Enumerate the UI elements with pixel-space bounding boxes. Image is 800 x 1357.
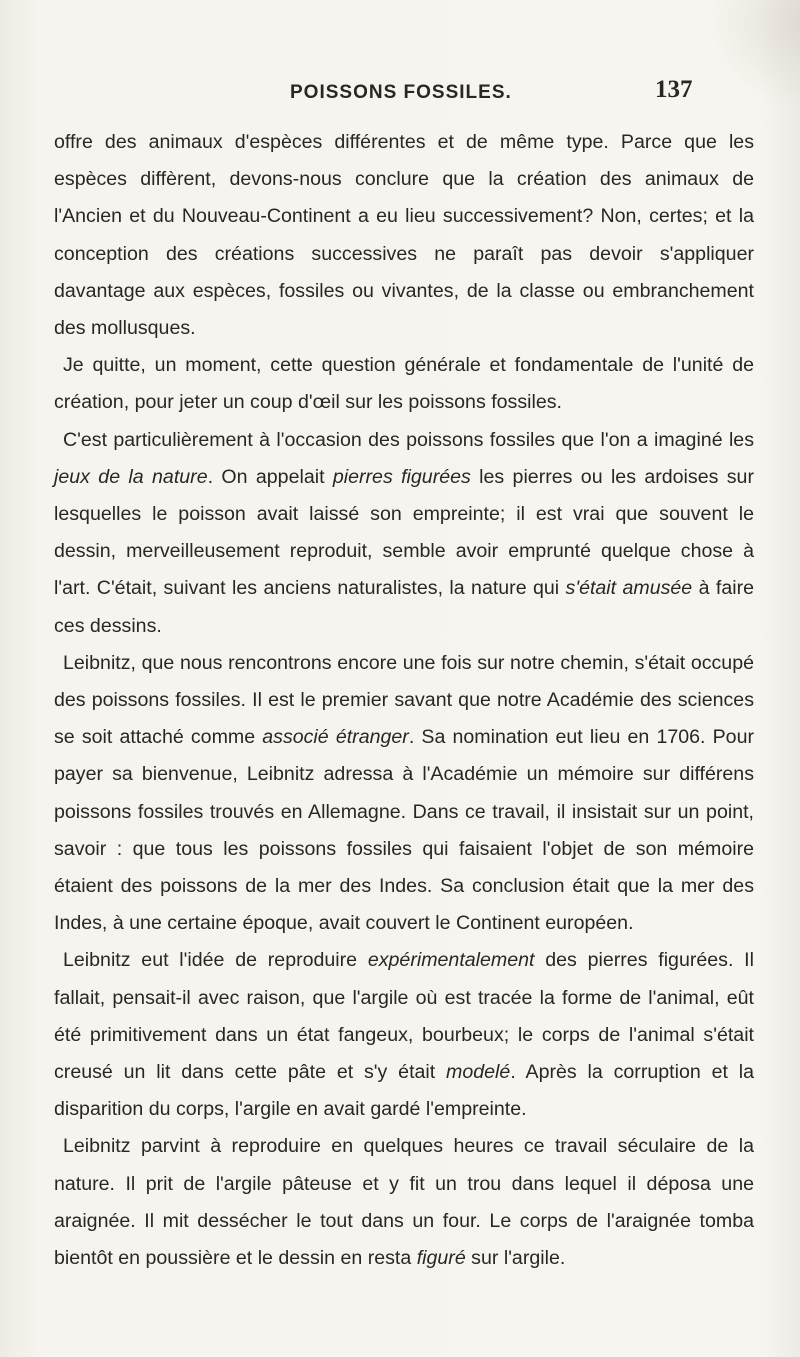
italic-run: jeux de la nature — [54, 465, 208, 488]
italic-run: pierres figurées — [332, 465, 471, 488]
italic-run: figuré — [416, 1247, 466, 1270]
text-run: . On appelait — [207, 465, 333, 488]
text-run: offre des animaux d'espèces différentes et de même type. Parce que les espèces diffèrent, devons-nous conclure que la création des animaux de l'Ancien et du Nouveau-Continent a eu lieu successivement? Non, certes; et la conception des créations successives ne paraît pas devoir s'appliquer davantage aux espèces, fossiles ou vivantes, de la classe ou embranchement des mollusques. — [54, 131, 754, 340]
text-run: . Sa nomination eut lieu en 1706. Pour payer sa bienvenue, Leibnitz adressa à l'Académie un mémoire sur différens poissons fossiles trouvés en Allemagne. Dans ce travail, il insistait sur un point, savoir : que tous les poissons fossiles qui faisaient l'objet de son mémoire étaient des poissons de la mer des Indes. Sa conclusion était que la mer des Indes, à une certaine époque, avait couvert le Continent européen. — [54, 726, 755, 935]
page-number: 137 — [655, 76, 693, 103]
text-run: C'est particulièrement à l'occasion des poissons fossiles que l'on a imaginé les — [63, 428, 754, 451]
italic-run: s'était amusée — [565, 577, 693, 600]
text-run: Leibnitz eut l'idée de reproduire — [63, 949, 368, 972]
page-header — [0, 76, 800, 112]
text-run: sur l'argile. — [465, 1247, 566, 1270]
text-run: les pierres ou les ardoises sur lesquelles le poisson avait laissé son empreinte; il est vrai que souvent le dessin, merveilleusement reproduit, semble avoir emprunté quelque chose à l'art. C'était, suivant les anciens naturalistes, la nature qui — [54, 465, 754, 600]
paragraph — [54, 347, 754, 421]
italic-run: expérimentalement — [367, 949, 535, 972]
text-run: Leibnitz parvint à reproduire en quelques heures ce travail séculaire de la nature. Il prit de l'argile pâteuse et y fit un trou dans lequel il déposa une araignée. Il mit dessécher le tout dans un four. Le corps de l'araignée tomba bientôt en poussière et le dessin en resta — [54, 1135, 754, 1270]
italic-run: associé étranger — [262, 726, 409, 749]
paragraph — [54, 422, 754, 645]
text-run: des pierres figurées. Il fallait, pensait-il avec raison, que l'argile où est tracée la forme de l'animal, eût été primitivement dans un état fangeux, bourbeux; le corps de l'animal s'était creusé un lit dans cette pâte et s'y était — [54, 949, 754, 1084]
text-run: Je quitte, un moment, cette question générale et fondamentale de l'unité de création, pour jeter un coup d'œil sur les poissons fossiles. — [54, 354, 754, 414]
italic-run: modelé — [446, 1061, 511, 1084]
paragraph — [54, 1128, 754, 1277]
paragraph — [54, 942, 754, 1128]
text-run: à faire ces dessins. — [54, 577, 754, 637]
paragraph — [54, 645, 754, 943]
running-head: POISSONS FOSSILES. — [290, 82, 512, 103]
text-run: Leibnitz, que nous rencontrons encore une fois sur notre chemin, s'était occupé des poissons fossiles. Il est le premier savant que notre Académie des sciences se soit attaché comme — [54, 651, 754, 749]
paragraph — [54, 124, 754, 347]
text-run: . Après la corruption et la disparition du corps, l'argile en avait gardé l'empreinte. — [54, 1061, 754, 1121]
body-text — [54, 124, 754, 1277]
